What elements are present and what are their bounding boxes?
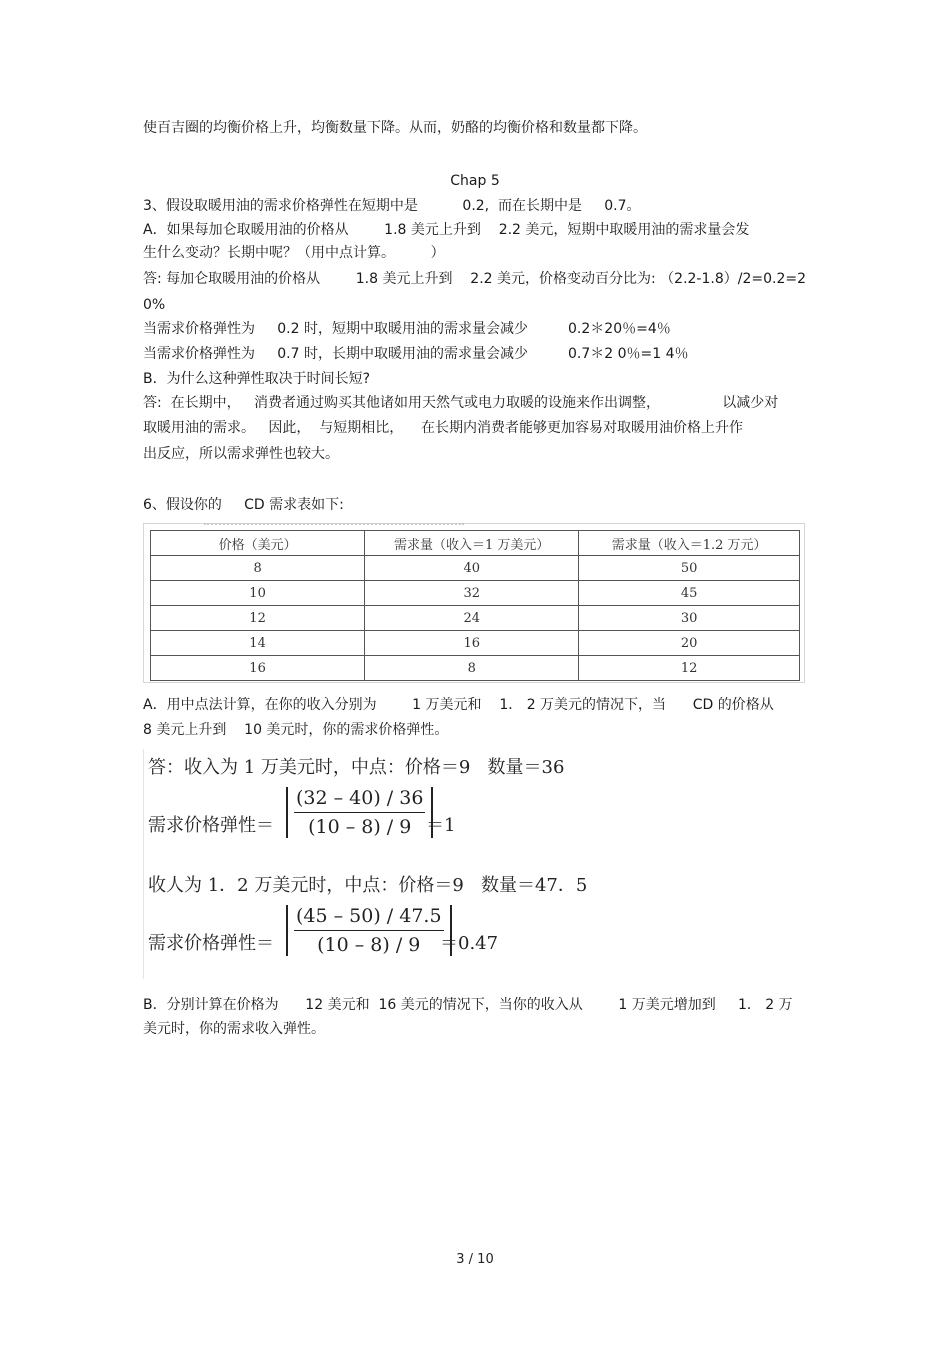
cell-price: 16 xyxy=(151,656,365,681)
cell-qty-2: 12 xyxy=(579,656,800,681)
q3-line-6: 当需求价格弹性为 0.2 时，短期中取暖用油的需求量会减少 0.2＊20％=4％ xyxy=(143,321,671,337)
fraction-2 xyxy=(294,905,444,956)
fraction-1-numerator: (32 – 40) / 36 xyxy=(294,787,425,813)
chapter-heading: Chap 5 xyxy=(450,173,500,189)
elasticity-label-2: 需求价格弹性＝ xyxy=(148,933,274,954)
q3-line-10: 取暖用油的需求。 因此， 与短期相比， 在长期内消费者能够更加容易对取暖用油价格上升作 xyxy=(143,420,744,436)
intro-paragraph: 使百吉圈的均衡价格上升，均衡数量下降。从而，奶酪的均衡价格和数量都下降。 xyxy=(143,120,647,136)
q6b-line-1: B．分别计算在价格为 12 美元和 16 美元的情况下，当你的收入从 1 万美元增加到 1． 2 万 xyxy=(143,997,793,1013)
cell-qty-1: 40 xyxy=(365,556,579,581)
q3-line-7: 当需求价格弹性为 0.7 时，长期中取暖用油的需求量会减少 0.7＊2 0％=1 4％ xyxy=(143,346,689,362)
cell-price: 8 xyxy=(151,556,365,581)
q6a-line-2: 8 美元上升到 10 美元时，你的需求价格弹性。 xyxy=(143,722,449,738)
col-header-price: 价格（美元） xyxy=(151,531,365,556)
q3-line-9: 答: 在长期中， 消费者通过购买其他诸如用天然气或电力取暖的设施来作出调整， 以减少对 xyxy=(143,395,779,411)
cell-qty-2: 20 xyxy=(579,631,800,656)
cell-qty-2: 30 xyxy=(579,606,800,631)
q3-line-2: A．如果每加仑取暖用油的价格从 1.8 美元上升到 2.2 美元，短期中取暖用油的需求量会发 xyxy=(143,222,750,238)
table-row xyxy=(151,556,800,581)
q3-line-5: 0% xyxy=(143,297,166,313)
cell-price: 14 xyxy=(151,631,365,656)
table-row xyxy=(151,631,800,656)
answer-formula-image xyxy=(143,749,629,979)
table-row xyxy=(151,606,800,631)
abs-value-formula-1 xyxy=(286,787,433,838)
cell-qty-1: 32 xyxy=(365,581,579,606)
cd-demand-table xyxy=(150,530,800,681)
q6b-line-2: 美元时，你的需求收入弹性。 xyxy=(143,1021,325,1037)
page-number: 3 / 10 xyxy=(456,1252,494,1267)
cell-qty-2: 50 xyxy=(579,556,800,581)
cell-price: 12 xyxy=(151,606,365,631)
q6-title: 6、假设你的 CD 需求表如下: xyxy=(143,497,344,513)
formula-2-result: ＝0.47 xyxy=(440,933,499,954)
table-row xyxy=(151,656,800,681)
fraction-2-numerator: (45 – 50) / 47.5 xyxy=(294,905,444,931)
cell-qty-1: 8 xyxy=(365,656,579,681)
formula-1-result: ＝1 xyxy=(426,815,456,836)
q3-line-3: 生什么变动？长期中呢？（用中点计算。 ） xyxy=(143,245,445,261)
col-header-qty-income-1-2: 需求量（收入＝1.2 万元） xyxy=(579,531,800,556)
q3-line-4: 答: 每加仑取暖用油的价格从 1.8 美元上升到 2.2 美元，价格变动百分比为: （2.2-1.8）/2=0.2=2 xyxy=(143,271,807,287)
cell-qty-2: 45 xyxy=(579,581,800,606)
fraction-1-denominator: (10 – 8) / 9 xyxy=(308,816,412,838)
cd-demand-table-image xyxy=(143,523,805,683)
table-header-row xyxy=(151,531,800,556)
fraction-1 xyxy=(294,787,425,838)
q3-line-11: 出反应，所以需求弹性也较大。 xyxy=(143,446,339,462)
abs-value-formula-2 xyxy=(286,905,452,956)
col-header-qty-income-1: 需求量（收入＝1 万美元） xyxy=(365,531,579,556)
table-row xyxy=(151,581,800,606)
elasticity-label-1: 需求价格弹性＝ xyxy=(148,815,274,836)
cell-price: 10 xyxy=(151,581,365,606)
answer-line-2: 收人为 1．2 万美元时，中点：价格＝9 数量＝47．5 xyxy=(148,875,588,896)
q3-line-8: B．为什么这种弹性取决于时间长短? xyxy=(143,371,371,387)
fraction-2-denominator: (10 – 8) / 9 xyxy=(317,934,421,956)
q3-line-1: 3、假设取暖用油的需求价格弹性在短期中是 0.2, 而在长期中是 0.7。 xyxy=(143,198,641,214)
cell-qty-1: 24 xyxy=(365,606,579,631)
q6a-line-1: A．用中点法计算，在你的收入分别为 1 万美元和 1． 2 万美元的情况下，当 CD 的价格从 xyxy=(143,697,774,713)
answer-line-1: 答：收入为 1 万美元时，中点：价格＝9 数量＝36 xyxy=(148,757,565,778)
cell-qty-1: 16 xyxy=(365,631,579,656)
